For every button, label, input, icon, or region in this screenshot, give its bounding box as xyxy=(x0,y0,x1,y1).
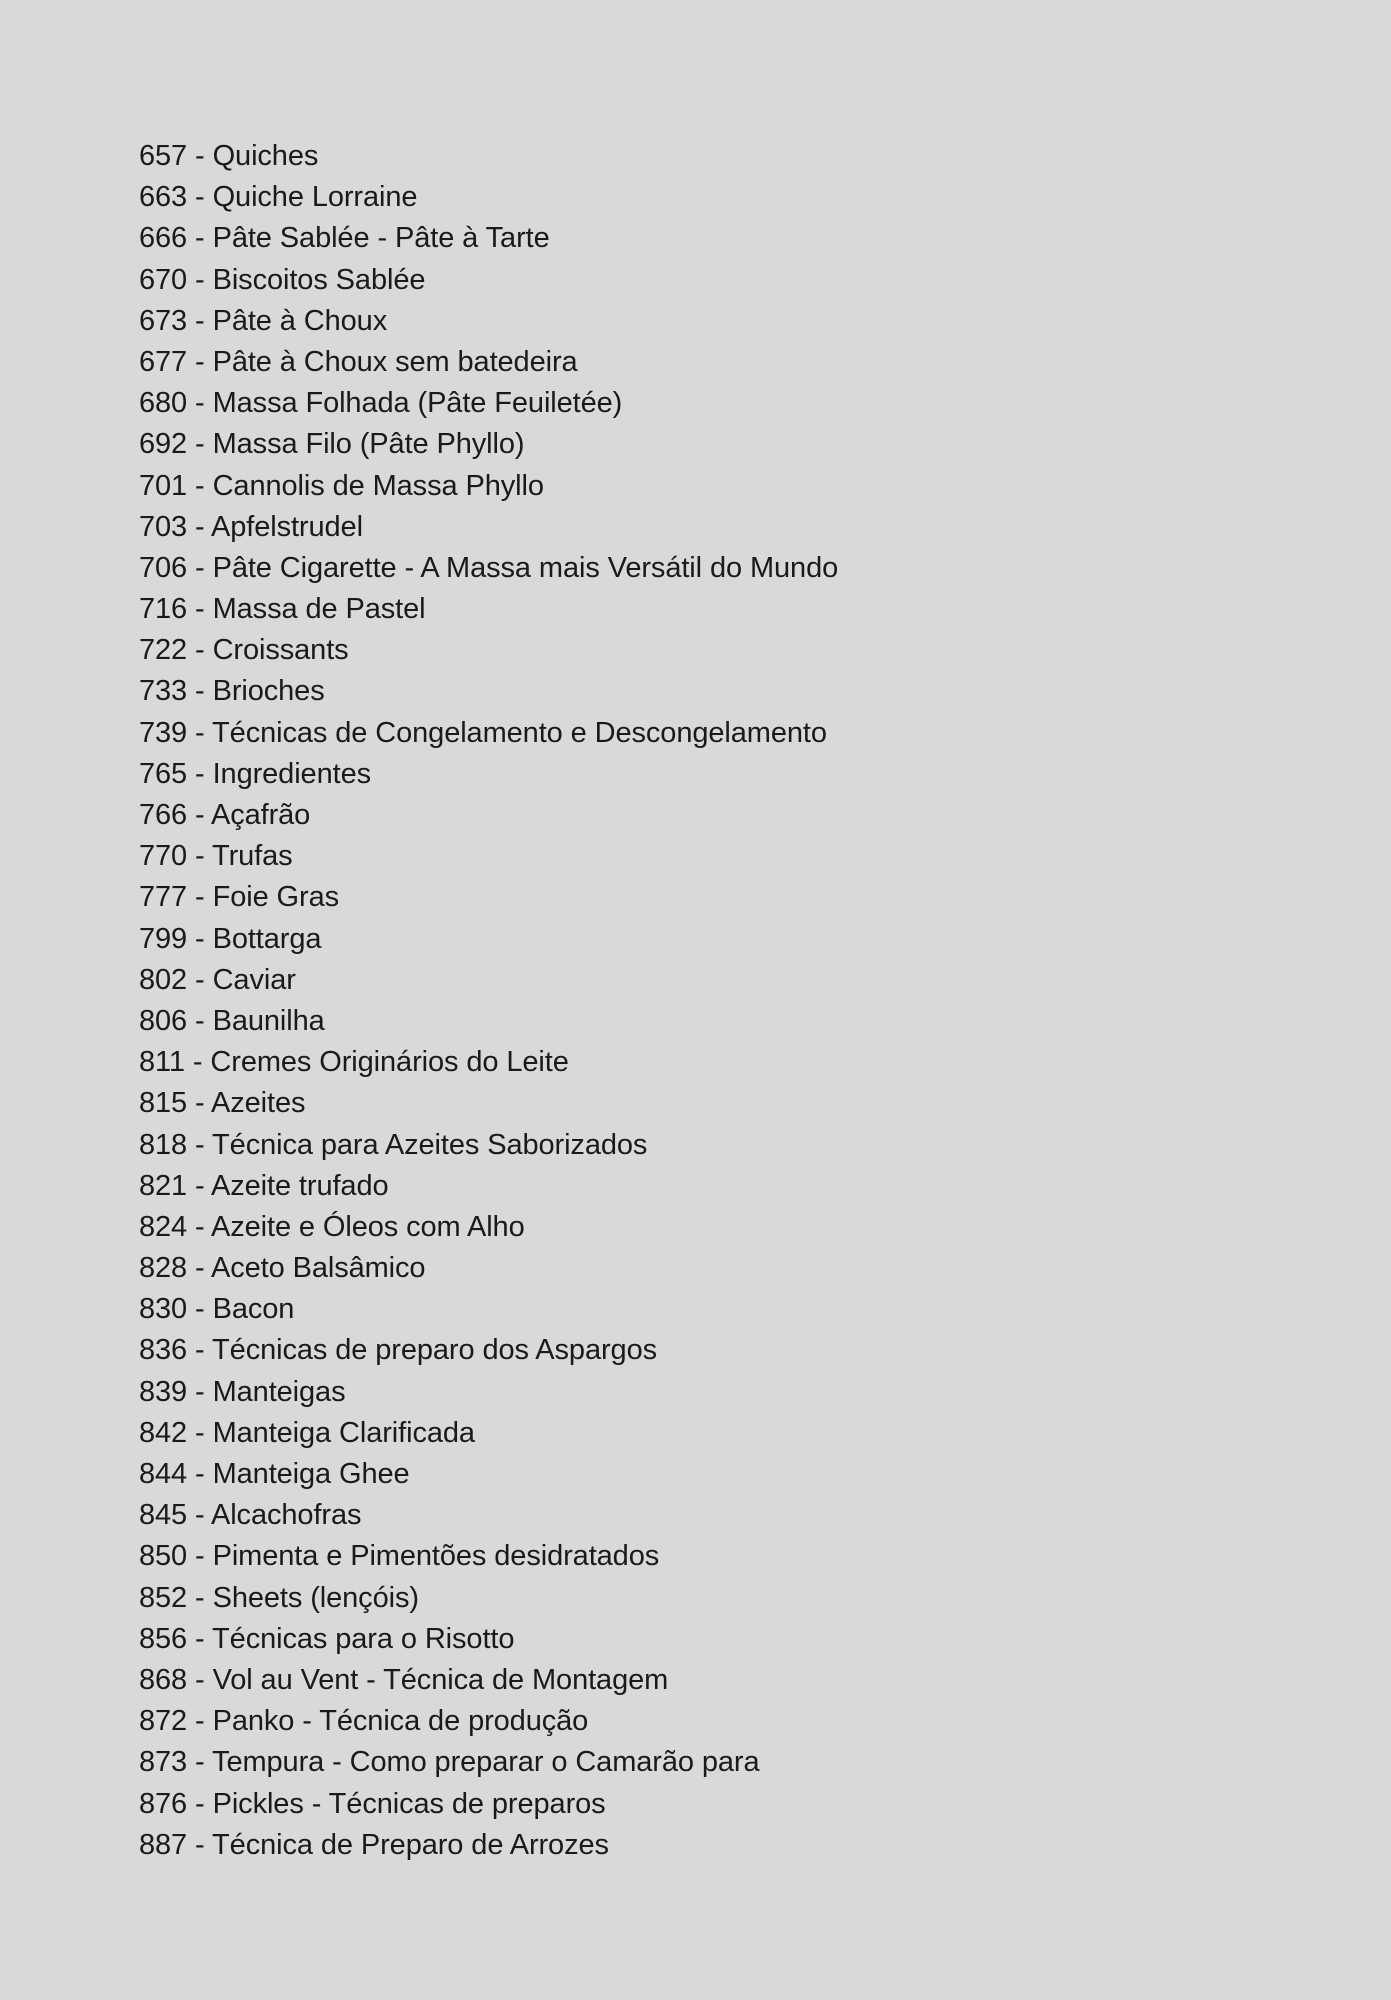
toc-entry xyxy=(139,1660,838,1701)
toc-page-number: 770 xyxy=(139,840,188,873)
toc-separator: - xyxy=(187,1540,213,1573)
toc-entry xyxy=(139,1825,838,1866)
toc-entry xyxy=(139,466,838,507)
toc-entry-title: Manteigas xyxy=(212,1375,346,1408)
toc-entry-title: Cannolis de Massa Phyllo xyxy=(212,469,544,502)
toc-entry-title: Bottarga xyxy=(212,922,322,955)
toc-page-number: 844 xyxy=(139,1458,188,1490)
toc-entry xyxy=(139,630,838,671)
toc-entry-title: Pâte Cigarette - A Massa mais Versátil do Mundo xyxy=(212,551,839,584)
toc-separator: - xyxy=(187,387,213,420)
toc-separator: - xyxy=(187,1828,213,1861)
toc-page-number: 836 xyxy=(139,1334,188,1367)
toc-entry xyxy=(139,1413,838,1454)
toc-entry-title: Foie Gras xyxy=(212,881,339,914)
toc-entry xyxy=(139,136,838,177)
toc-entry-title: Caviar xyxy=(212,963,296,996)
toc-entry-title: Vol au Vent - Técnica de Montagem xyxy=(212,1663,669,1696)
toc-separator: - xyxy=(187,1705,213,1738)
toc-page-number: 818 xyxy=(139,1128,188,1161)
toc-separator: - xyxy=(187,922,213,955)
toc-separator: - xyxy=(187,1416,213,1449)
toc-page-number: 722 xyxy=(139,634,188,667)
toc-entry xyxy=(139,177,838,218)
toc-entry-title: Técnica para Azeites Saborizados xyxy=(212,1128,648,1161)
toc-entry xyxy=(139,548,838,589)
toc-separator: - xyxy=(187,304,213,337)
toc-page-number: 777 xyxy=(139,881,188,914)
toc-page-number: 663 xyxy=(139,181,188,214)
toc-page-number: 842 xyxy=(139,1416,188,1449)
toc-entry-title: Técnicas de preparo dos Aspargos xyxy=(212,1334,658,1367)
toc-page-number: 876 xyxy=(139,1787,188,1820)
toc-page-number: 830 xyxy=(139,1293,188,1326)
toc-entry-title: Pâte à Choux xyxy=(212,304,388,337)
toc-entry xyxy=(139,260,838,301)
toc-entry xyxy=(139,301,838,342)
toc-entry xyxy=(139,589,838,630)
toc-entry xyxy=(139,1042,838,1083)
toc-page-number: 839 xyxy=(139,1375,188,1408)
toc-separator: - xyxy=(187,263,213,296)
toc-page-number: 850 xyxy=(139,1540,188,1573)
toc-page-number: 802 xyxy=(139,963,188,996)
toc-entry-title: Manteiga Clarificada xyxy=(212,1416,475,1449)
toc-separator: - xyxy=(187,140,213,172)
toc-entry-title: Técnica de Preparo de Arrozes xyxy=(212,1828,609,1861)
toc-entry xyxy=(139,1248,838,1289)
toc-page-number: 824 xyxy=(139,1210,188,1243)
toc-entry xyxy=(139,1166,838,1207)
toc-entry xyxy=(139,1784,838,1825)
toc-entry-title: Massa de Pastel xyxy=(212,593,426,626)
toc-separator: - xyxy=(187,1210,211,1243)
toc-page-number: 692 xyxy=(139,428,188,461)
toc-entry-title: Técnicas para o Risotto xyxy=(212,1622,515,1655)
toc-entry xyxy=(139,960,838,1001)
toc-entry xyxy=(139,1125,838,1166)
toc-entry xyxy=(139,1207,838,1248)
toc-entry-title: Baunilha xyxy=(212,1004,325,1037)
toc-entry-title: Ingredientes xyxy=(212,757,371,790)
toc-entry-title: Massa Folhada (Pâte Feuiletée) xyxy=(212,387,623,420)
toc-separator: - xyxy=(187,634,213,667)
toc-entry-title: Apfelstrudel xyxy=(210,510,363,543)
toc-page-number: 680 xyxy=(139,387,188,420)
toc-entry-title: Pâte Sablée - Pâte à Tarte xyxy=(212,222,550,255)
toc-entry xyxy=(139,1578,838,1619)
toc-entry-title: Pimenta e Pimentões desidratados xyxy=(212,1540,660,1573)
toc-entry xyxy=(139,877,838,918)
toc-entry-title: Azeites xyxy=(210,1087,306,1120)
toc-separator: - xyxy=(187,1746,213,1779)
toc-entry-title: Biscoitos Sablée xyxy=(212,263,426,296)
toc-entry xyxy=(139,1619,838,1660)
toc-entry-title: Azeite e Óleos com Alho xyxy=(210,1210,525,1243)
toc-entry-title: Tempura - Como preparar o Camarão para xyxy=(212,1746,760,1779)
toc-entry xyxy=(139,836,838,877)
toc-page-number: 852 xyxy=(139,1581,188,1614)
toc-page-number: 821 xyxy=(139,1169,188,1202)
toc-entry xyxy=(139,1083,838,1124)
toc-entry xyxy=(139,1289,838,1330)
toc-entry xyxy=(139,1454,838,1495)
toc-entry-title: Brioches xyxy=(212,675,325,708)
toc-entry xyxy=(139,1001,838,1042)
toc-separator: - xyxy=(187,840,213,873)
toc-separator: - xyxy=(187,1128,213,1161)
toc-page-number: 887 xyxy=(139,1828,188,1861)
toc-separator: - xyxy=(187,716,213,749)
toc-separator: - xyxy=(187,469,213,502)
toc-page-number: 733 xyxy=(139,675,188,708)
toc-page-number: 739 xyxy=(139,716,188,749)
toc-entry xyxy=(139,1701,838,1742)
toc-entry-title: Quiches xyxy=(212,140,319,172)
toc-page-number: 766 xyxy=(139,799,188,831)
toc-entry-title: Pâte à Choux sem batedeira xyxy=(212,345,578,378)
toc-entry xyxy=(139,342,838,383)
toc-page-number: 673 xyxy=(139,304,188,337)
toc-separator: - xyxy=(187,1375,213,1408)
toc-entry-title: Manteiga Ghee xyxy=(212,1458,410,1490)
toc-separator: - xyxy=(187,881,213,914)
toc-page-number: 799 xyxy=(139,922,188,955)
toc-entry-title: Massa Filo (Pâte Phyllo) xyxy=(212,428,525,461)
toc-separator: - xyxy=(187,222,213,255)
toc-entry-title: Açafrão xyxy=(210,799,311,831)
toc-separator: - xyxy=(187,799,211,831)
toc-entry xyxy=(139,383,838,424)
toc-separator: - xyxy=(187,1581,213,1614)
toc-entry xyxy=(139,713,838,754)
toc-entry-title: Croissants xyxy=(212,634,349,667)
toc-entry xyxy=(139,1330,838,1371)
toc-separator: - xyxy=(187,345,213,378)
toc-page-number: 828 xyxy=(139,1252,188,1285)
toc-page-number: 657 xyxy=(139,140,188,172)
toc-page-number: 670 xyxy=(139,263,188,296)
toc-entry-title: Trufas xyxy=(212,840,293,873)
toc-entry xyxy=(139,424,838,465)
toc-entry xyxy=(139,754,838,795)
toc-entry xyxy=(139,218,838,259)
toc-separator: - xyxy=(187,963,213,996)
toc-separator: - xyxy=(187,757,213,790)
toc-separator: - xyxy=(187,1663,213,1696)
toc-entry xyxy=(139,671,838,712)
toc-separator: - xyxy=(187,1169,211,1202)
toc-separator: - xyxy=(187,1087,211,1120)
toc-entry-title: Quiche Lorraine xyxy=(212,181,418,214)
toc-separator: - xyxy=(187,675,213,708)
toc-entry-title: Azeite trufado xyxy=(210,1169,389,1202)
toc-entry-title: Cremes Originários do Leite xyxy=(210,1046,569,1079)
toc-page-number: 703 xyxy=(139,510,188,543)
toc-page-number: 765 xyxy=(139,757,188,790)
toc-entry-title: Alcachofras xyxy=(210,1499,362,1532)
toc-entry-title: Bacon xyxy=(212,1293,295,1326)
toc-entry xyxy=(139,1495,838,1536)
toc-separator: - xyxy=(187,428,213,461)
toc-entry xyxy=(139,795,838,836)
toc-page-number: 873 xyxy=(139,1746,188,1779)
toc-page-number: 845 xyxy=(139,1499,188,1532)
toc-separator: - xyxy=(187,1622,213,1655)
toc-separator: - xyxy=(187,1252,211,1285)
table-of-contents xyxy=(139,136,838,1866)
toc-page-number: 806 xyxy=(139,1004,188,1037)
toc-page-number: 815 xyxy=(139,1087,188,1120)
toc-page-number: 872 xyxy=(139,1705,188,1738)
toc-separator: - xyxy=(187,510,211,543)
toc-separator: - xyxy=(187,1293,213,1326)
toc-separator: - xyxy=(187,593,213,626)
toc-entry-title: Pickles - Técnicas de preparos xyxy=(212,1787,606,1820)
toc-page-number: 701 xyxy=(139,469,188,502)
toc-page-number: 706 xyxy=(139,551,188,584)
toc-entry xyxy=(139,1372,838,1413)
toc-separator: - xyxy=(187,1458,213,1490)
toc-separator: - xyxy=(187,1004,213,1037)
toc-page-number: 716 xyxy=(139,593,188,626)
toc-page-number: 856 xyxy=(139,1622,188,1655)
toc-entry-title: Técnicas de Congelamento e Descongelamento xyxy=(212,716,827,749)
toc-entry-title: Aceto Balsâmico xyxy=(210,1252,426,1285)
toc-separator: - xyxy=(187,551,213,584)
toc-separator: - xyxy=(187,1499,211,1532)
toc-separator: - xyxy=(187,181,213,214)
toc-page-number: 666 xyxy=(139,222,188,255)
toc-entry xyxy=(139,507,838,548)
toc-page-number: 868 xyxy=(139,1663,188,1696)
toc-entry-title: Panko - Técnica de produção xyxy=(212,1705,589,1738)
toc-entry xyxy=(139,1742,838,1783)
toc-separator: - xyxy=(187,1334,213,1367)
toc-page-number: 677 xyxy=(139,345,188,378)
toc-separator: - xyxy=(187,1787,213,1820)
toc-page-number: 811 xyxy=(139,1046,185,1079)
toc-separator: - xyxy=(184,1046,211,1079)
toc-entry-title: Sheets (lençóis) xyxy=(212,1581,419,1614)
toc-entry xyxy=(139,919,838,960)
toc-entry xyxy=(139,1536,838,1577)
